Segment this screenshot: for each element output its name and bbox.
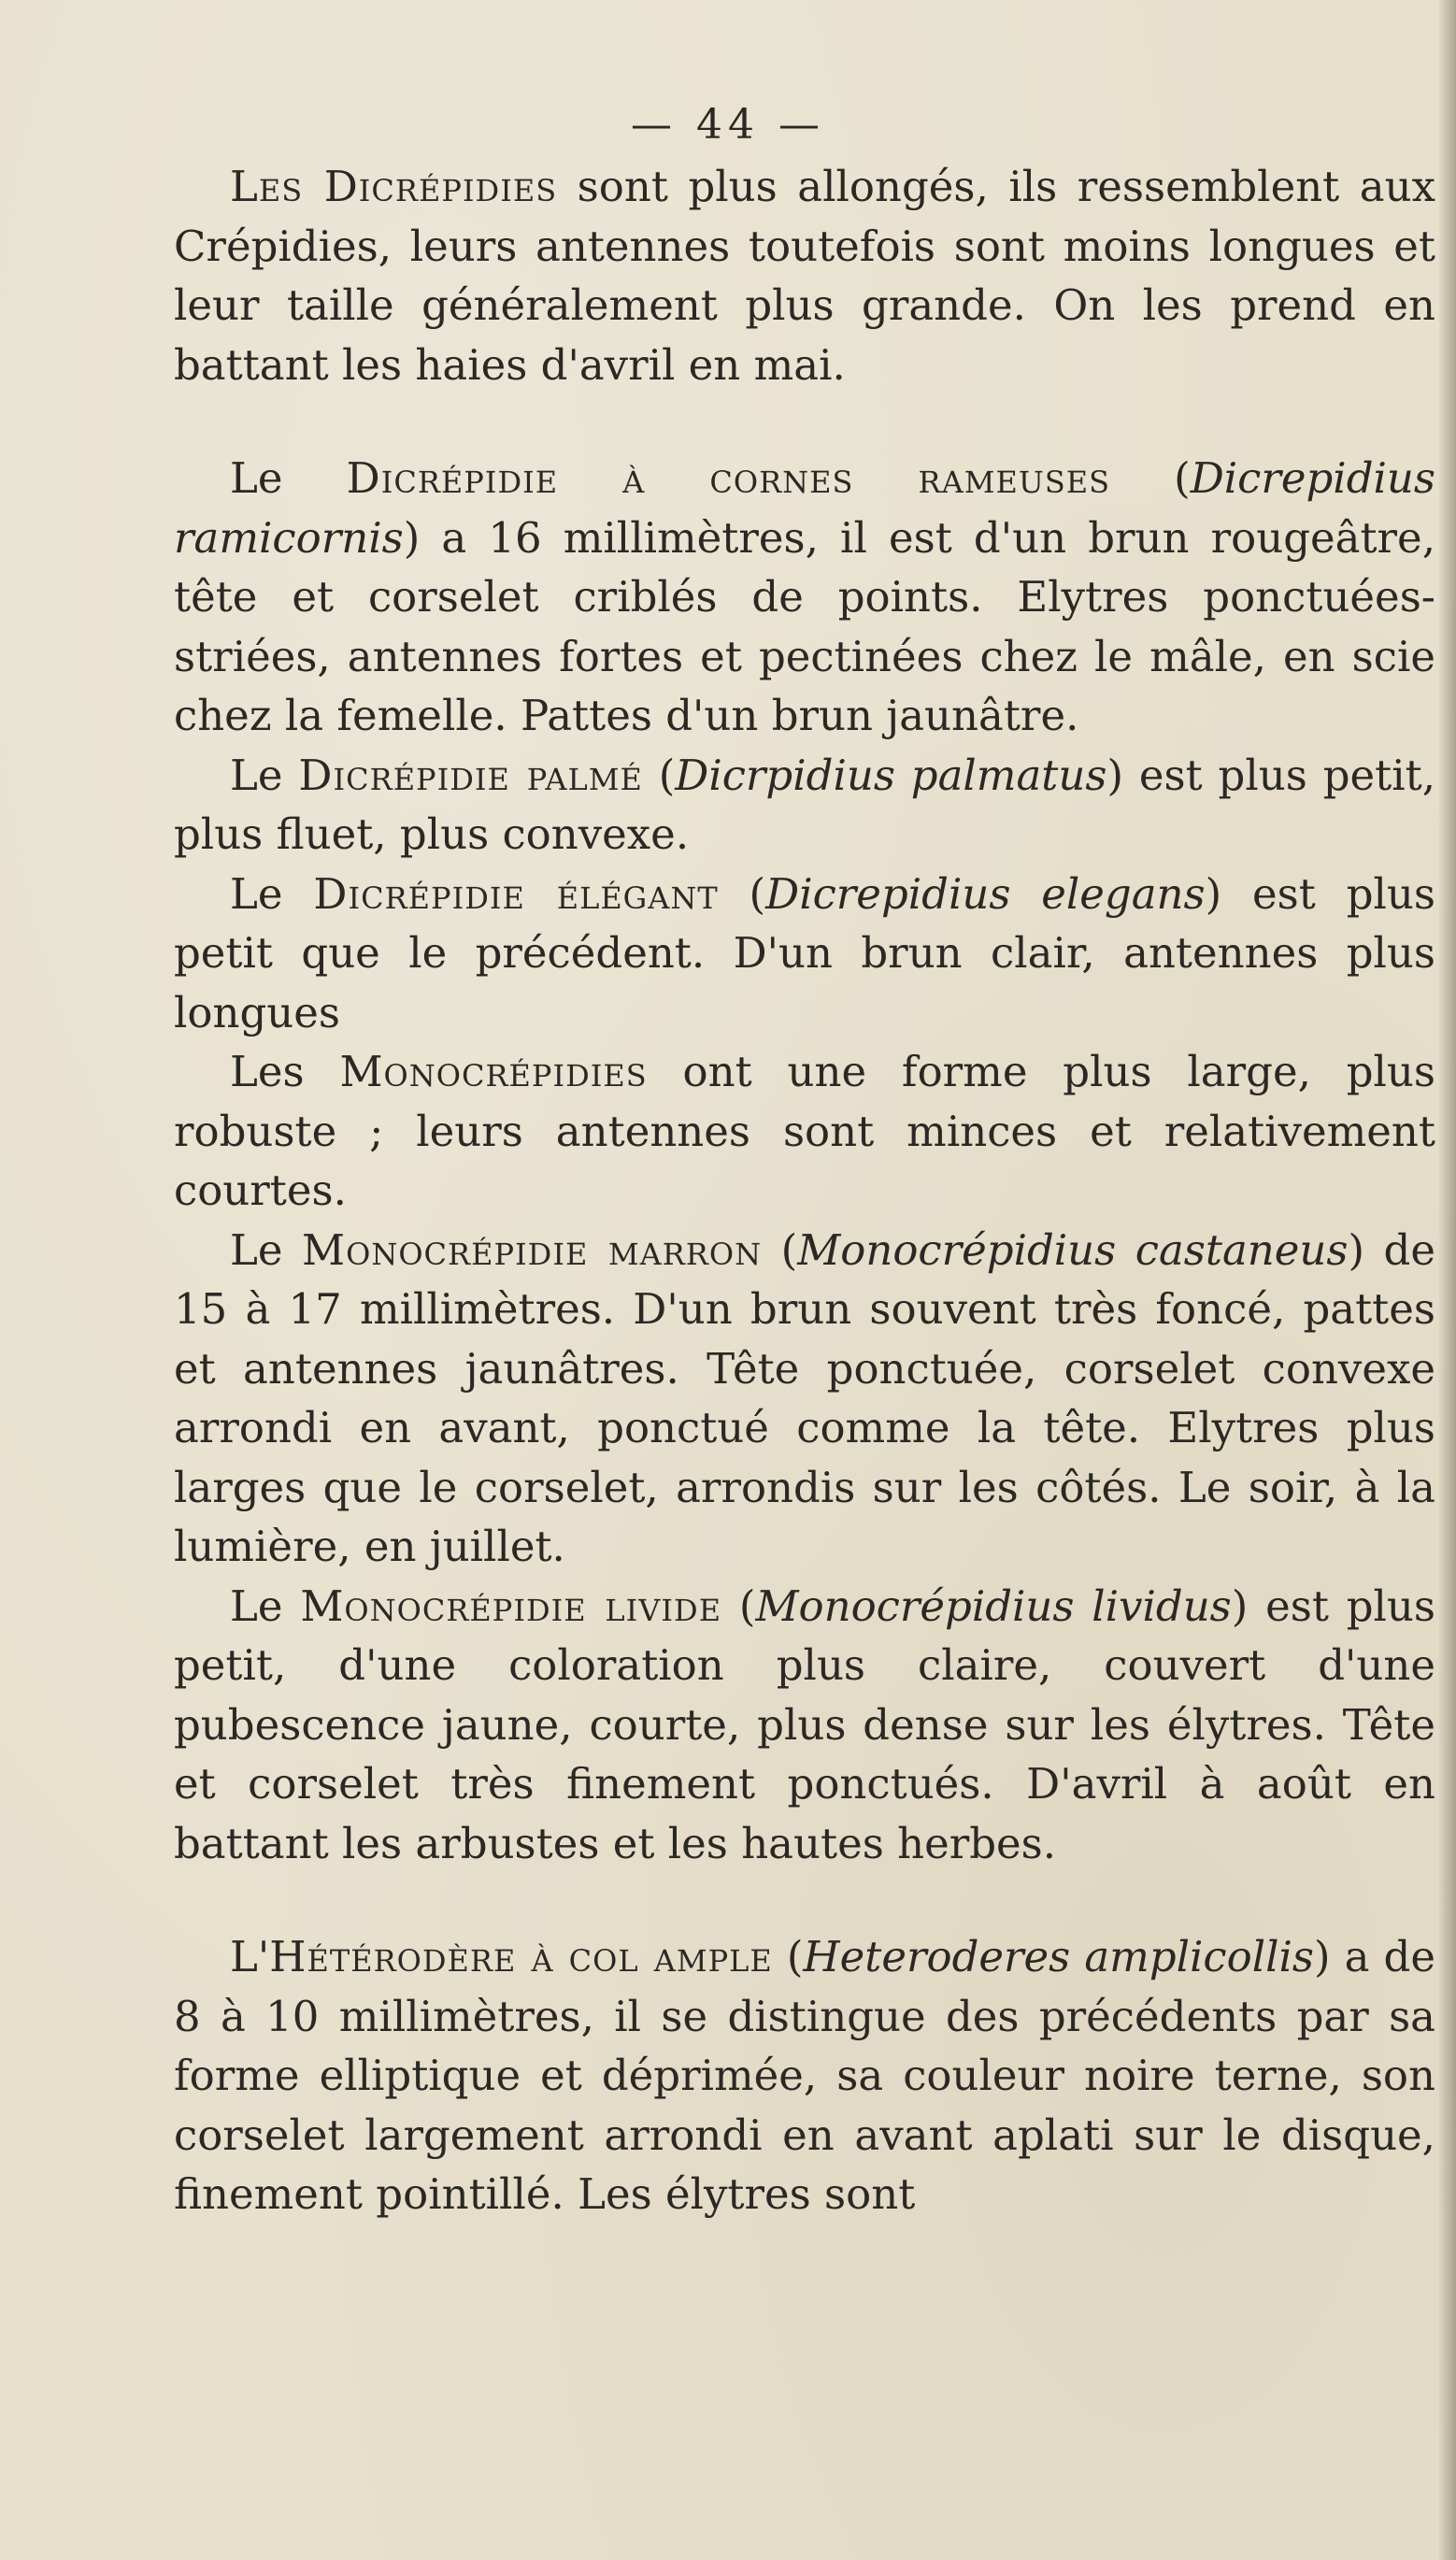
- paragraph-lead-prefix: Le: [230, 750, 299, 800]
- paragraph-text: sont plus allongés, ils ressemblent aux Crépidies, leurs antennes toutefois sont moins longues et leur taille généralement plus grande. On les prend en battant les haies d'avril en mai.: [174, 162, 1435, 390]
- paragraph-text: ) est plus petit, d'une coloration plus claire, couvert d'une pubescence jaune, courte, plus dense sur les élytres. Tête et corselet très finement ponctués. D'avril à août en battant les arbustes et les hautes herbes.: [174, 1580, 1436, 1868]
- paragraph-lead-prefix: Le: [230, 1580, 301, 1631]
- paragraph-elegans: [174, 865, 1435, 1043]
- paragraph-text: ) est plus petit que le précédent. D'un brun clair, antennes plus longues: [174, 868, 1435, 1037]
- paragraph-dicrepidies: [174, 157, 1435, 394]
- latin-name: Dicrpidius palmatus: [675, 750, 1107, 800]
- paragraph-amplicollis: [174, 1927, 1435, 2224]
- page-edge-shadow: [1439, 0, 1456, 2560]
- paragraph-lead: Hétérodère à col ample: [269, 1932, 773, 1981]
- latin-name: Dicrepidius elegans: [765, 868, 1206, 919]
- paragraph-lividus: [174, 1577, 1435, 1874]
- paragraph-castaneus: [174, 1221, 1435, 1577]
- paragraph-open-paren: (: [718, 868, 766, 919]
- paragraph-lead: Monocrépidie marron: [302, 1224, 763, 1275]
- paragraph-open-paren: (: [772, 1932, 804, 1981]
- paragraph-ramicornis: [174, 449, 1435, 746]
- paragraph-palmatus: [174, 746, 1435, 865]
- paragraph-open-paren: (: [762, 1224, 798, 1275]
- paragraph-lead-prefix: L': [230, 1932, 270, 1981]
- paragraph-lead-prefix: Le: [230, 1224, 303, 1275]
- paragraph-lead: Dicrépidie palmé: [298, 750, 643, 800]
- paragraph-lead: Monocrépidie livide: [300, 1580, 722, 1631]
- paragraph-open-paren: (: [1110, 453, 1191, 503]
- latin-name: Heteroderes amplicollis: [803, 1932, 1314, 1981]
- paragraph-text: ) est plus petit, plus fluet, plus convexe.: [174, 750, 1435, 859]
- paragraph-text: ont une forme plus large, plus robuste ; leurs antennes sont minces et relativement courtes.: [174, 1047, 1435, 1215]
- paragraph-text: ) a de 8 à 10 millimètres, il se distingue des précédents par sa forme elliptique et déprimée, sa couleur noire terne, son corselet largement arrondi en avant aplati sur le disque, finement pointillé. Les élytres sont: [174, 1932, 1435, 2219]
- paragraph-lead: Dicrépidie élégant: [313, 868, 719, 919]
- paragraph-lead-prefix: Le: [230, 453, 347, 503]
- paragraph-lead-prefix: Le: [230, 868, 314, 919]
- latin-name: Monocrépidius lividus: [755, 1580, 1232, 1631]
- paragraph-text: ) a 16 millimètres, il est d'un brun rougeâtre, tête et corselet criblés de points. Elytres ponctuées-striées, antennes fortes et pectinées chez le mâle, en scie chez la femelle. Pattes d'un brun jaunâtre.: [174, 512, 1435, 740]
- paragraph-text: ) de 15 à 17 millimètres. D'un brun souvent très foncé, pattes et antennes jaunâtres. Tête ponctuée, corselet convexe arrondi en avant, ponctué comme la tête. Elytres plus larges que le corselet, arrondis sur les côtés. Le soir, à la lumière, en juillet.: [174, 1224, 1435, 1571]
- paragraph-open-paren: (: [721, 1580, 756, 1631]
- paragraph-lead: Monocrépidies: [339, 1047, 648, 1096]
- body-text: [174, 157, 1435, 2224]
- paragraph-monocrepidies: [174, 1042, 1435, 1221]
- latin-name: Monocrépidius castaneus: [797, 1224, 1349, 1275]
- paragraph-open-paren: (: [642, 750, 676, 800]
- paragraph-lead-prefix: Les: [230, 1047, 340, 1096]
- paragraph-lead: Dicrépidie à cornes rameuses: [346, 453, 1111, 503]
- page-number: — 44 —: [631, 101, 825, 149]
- latin-name: Dicrepidius ramicornis: [174, 453, 1435, 563]
- paragraph-lead: Les Dicrépidies: [230, 162, 558, 211]
